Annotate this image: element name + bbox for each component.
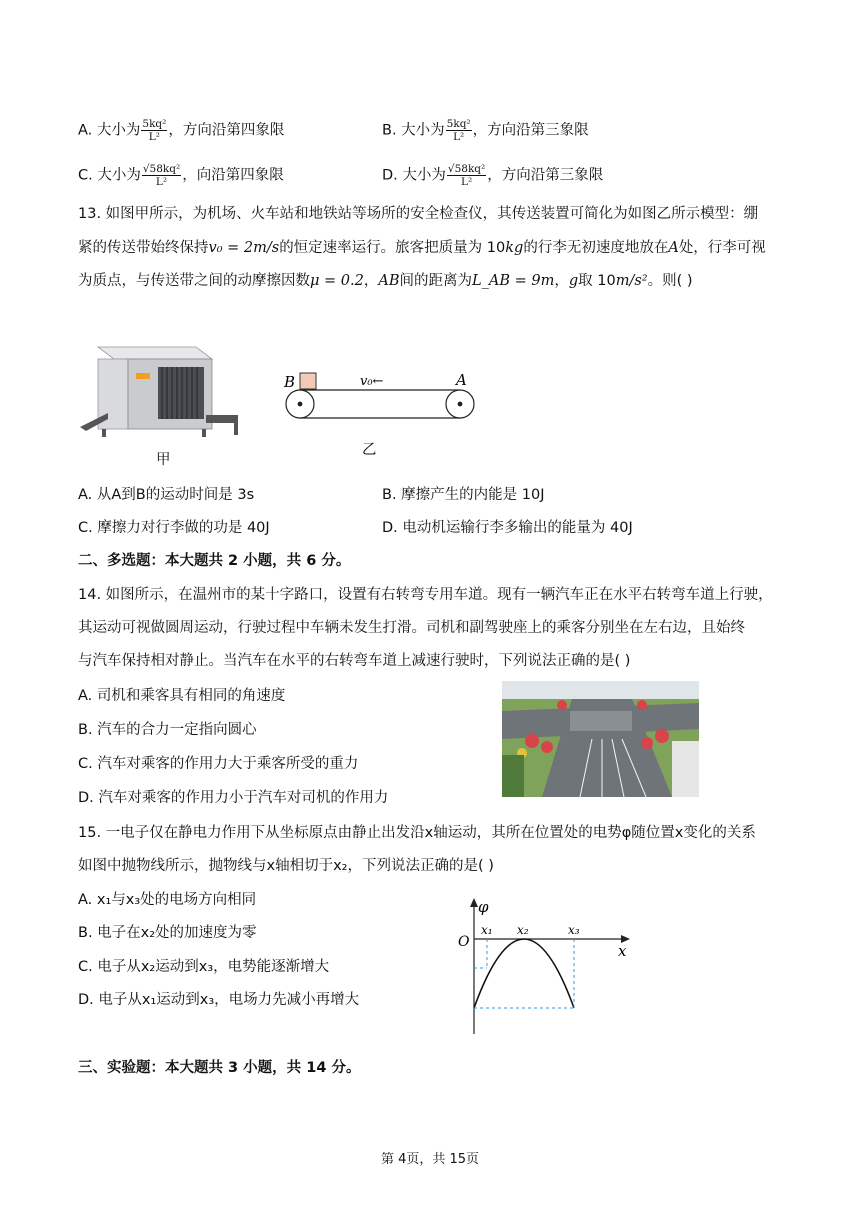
conveyor-belt-diagram: [280, 366, 490, 428]
graph-x3-label: x₃: [568, 923, 580, 937]
figure-label-jia: 甲: [156, 452, 171, 468]
q13-l2-d: 处，行李可视: [678, 240, 766, 256]
section-heading-multiple-choice: 二、多选题：本大题共 2 小题，共 6 分。: [78, 553, 351, 569]
q12-d-den: L²: [460, 176, 473, 188]
q12-d-prefix: D. 大小为: [382, 167, 446, 184]
q13-l2-c: 的行李无初速度地放在: [523, 240, 669, 256]
q12-d-fraction: [447, 163, 486, 188]
graph-x1-label: x₁: [481, 923, 493, 937]
q13-l2-A: A: [668, 240, 679, 256]
q13-option-a: A. 从A到B的运动时间是 3s: [78, 487, 255, 503]
q13-l3-unit: m/s²: [615, 273, 648, 289]
q12-c-fraction: [142, 163, 181, 188]
q13-l2-a: 紧的传送带始终保持: [78, 240, 209, 256]
q12-option-a: [78, 118, 284, 143]
figure-label-yi: 乙: [362, 442, 377, 458]
page-footer: 第 4页，共 15页: [380, 1152, 480, 1167]
q12-b-prefix: B. 大小为: [382, 122, 445, 139]
q14-option-b: B. 汽车的合力一定指向圆心: [78, 722, 257, 738]
security-scanner-image: [78, 343, 248, 441]
label-b: B: [284, 373, 296, 391]
q15-stem-line1: 15. 一电子仅在静电力作用下从坐标原点由静止出发沿x轴运动，其所在位置处的电势φ随位置x变化的关系: [78, 825, 756, 841]
label-v0-arrow: v₀←: [360, 374, 384, 389]
q13-l2-v0: v₀ = 2m/s: [208, 240, 280, 256]
q12-a-suffix: ，方向沿第四象限: [168, 122, 285, 139]
q12-option-b: [382, 118, 589, 143]
q12-d-num: √58kq²: [447, 163, 486, 175]
q13-l2-kg: kg: [505, 240, 524, 256]
q15-option-b: B. 电子在x₂处的加速度为零: [78, 925, 257, 941]
q13-l3-f: 。则( ): [647, 273, 693, 289]
q13-l3-g: g: [568, 273, 579, 289]
q12-c-num: √58kq²: [142, 163, 181, 175]
q12-b-fraction: [446, 118, 472, 143]
label-a: A: [456, 371, 467, 389]
intersection-aerial-photo: [502, 681, 699, 797]
q12-c-suffix: ，向沿第四象限: [182, 167, 284, 184]
q14-option-d: D. 汽车对乘客的作用力小于汽车对司机的作用力: [78, 790, 389, 806]
q14-stem-line1: 14. 如图所示，在温州市的某十字路口，设置有右转弯专用车道。现有一辆汽车正在水平右转弯车道上行驶，: [78, 587, 773, 603]
q13-option-b: B. 摩擦产生的内能是 10J: [382, 487, 545, 503]
graph-x2-label: x₂: [517, 923, 529, 937]
q12-a-den: L²: [148, 131, 160, 143]
q13-option-d: D. 电动机运输行李多输出的能量为 40J: [382, 520, 633, 536]
q14-stem-line3: 与汽车保持相对静止。当汽车在水平的右转弯车道上减速行驶时，下列说法正确的是( ): [78, 653, 631, 669]
q15-stem-line2: 如图中抛物线所示，抛物线与x轴相切于x₂，下列说法正确的是( ): [78, 858, 494, 874]
q12-b-suffix: ，方向沿第三象限: [472, 122, 589, 139]
q12-option-d: [382, 163, 603, 188]
q13-l3-e: 取 10: [578, 273, 616, 289]
q13-l3-b: ，: [363, 273, 379, 289]
graph-x-label: x: [618, 942, 627, 960]
q12-c-prefix: C. 大小为: [78, 167, 141, 184]
graph-phi-label: φ: [478, 898, 489, 916]
q13-option-c: C. 摩擦力对行李做的功是 40J: [78, 520, 270, 536]
q14-stem-line2: 其运动可视做圆周运动，行驶过程中车辆未发生打滑。司机和副驾驶座上的乘客分别坐在左右边，且始终: [78, 620, 745, 636]
q13-stem-line1: 13. 如图甲所示，为机场、火车站和地铁站等场所的安全检查仪，其传送装置可简化为如图乙所示模型：绷: [78, 206, 759, 222]
q12-option-c: [78, 163, 284, 188]
q13-l2-b: 的恒定速率运行。旅客把质量为 10: [279, 240, 506, 256]
q13-stem-line2: [78, 238, 766, 258]
q12-d-suffix: ，方向沿第三象限: [487, 167, 604, 184]
q12-b-den: L²: [453, 131, 465, 143]
q12-a-prefix: A. 大小为: [78, 122, 141, 139]
q15-option-a: A. x₁与x₃处的电场方向相同: [78, 892, 257, 908]
q12-c-den: L²: [155, 176, 168, 188]
q12-b-num: 5kq²: [446, 118, 471, 130]
q14-option-c: C. 汽车对乘客的作用力大于乘客所受的重力: [78, 756, 359, 772]
q13-l3-mu: μ = 0.2: [310, 273, 364, 289]
q12-a-fraction: [141, 118, 167, 143]
q15-option-c: C. 电子从x₂运动到x₃，电势能逐渐增大: [78, 959, 330, 975]
q13-l3-d: ，: [554, 273, 569, 289]
section-heading-experiment: 三、实验题：本大题共 3 小题，共 14 分。: [78, 1060, 361, 1076]
potential-parabola-graph: [452, 896, 638, 1038]
graph-origin-label: O: [458, 934, 470, 950]
q12-a-num: 5kq²: [142, 118, 167, 130]
q14-option-a: A. 司机和乘客具有相同的角速度: [78, 688, 286, 704]
q13-l3-LAB: L_AB = 9m: [472, 273, 555, 289]
q13-stem-line3: [78, 271, 693, 291]
q15-option-d: D. 电子从x₁运动到x₃，电场力先减小再增大: [78, 992, 360, 1008]
q13-l3-c: 间的距离为: [399, 273, 472, 289]
q13-l3-AB: AB: [378, 273, 400, 289]
q13-l3-a: 为质点，与传送带之间的动摩擦因数: [78, 273, 310, 289]
